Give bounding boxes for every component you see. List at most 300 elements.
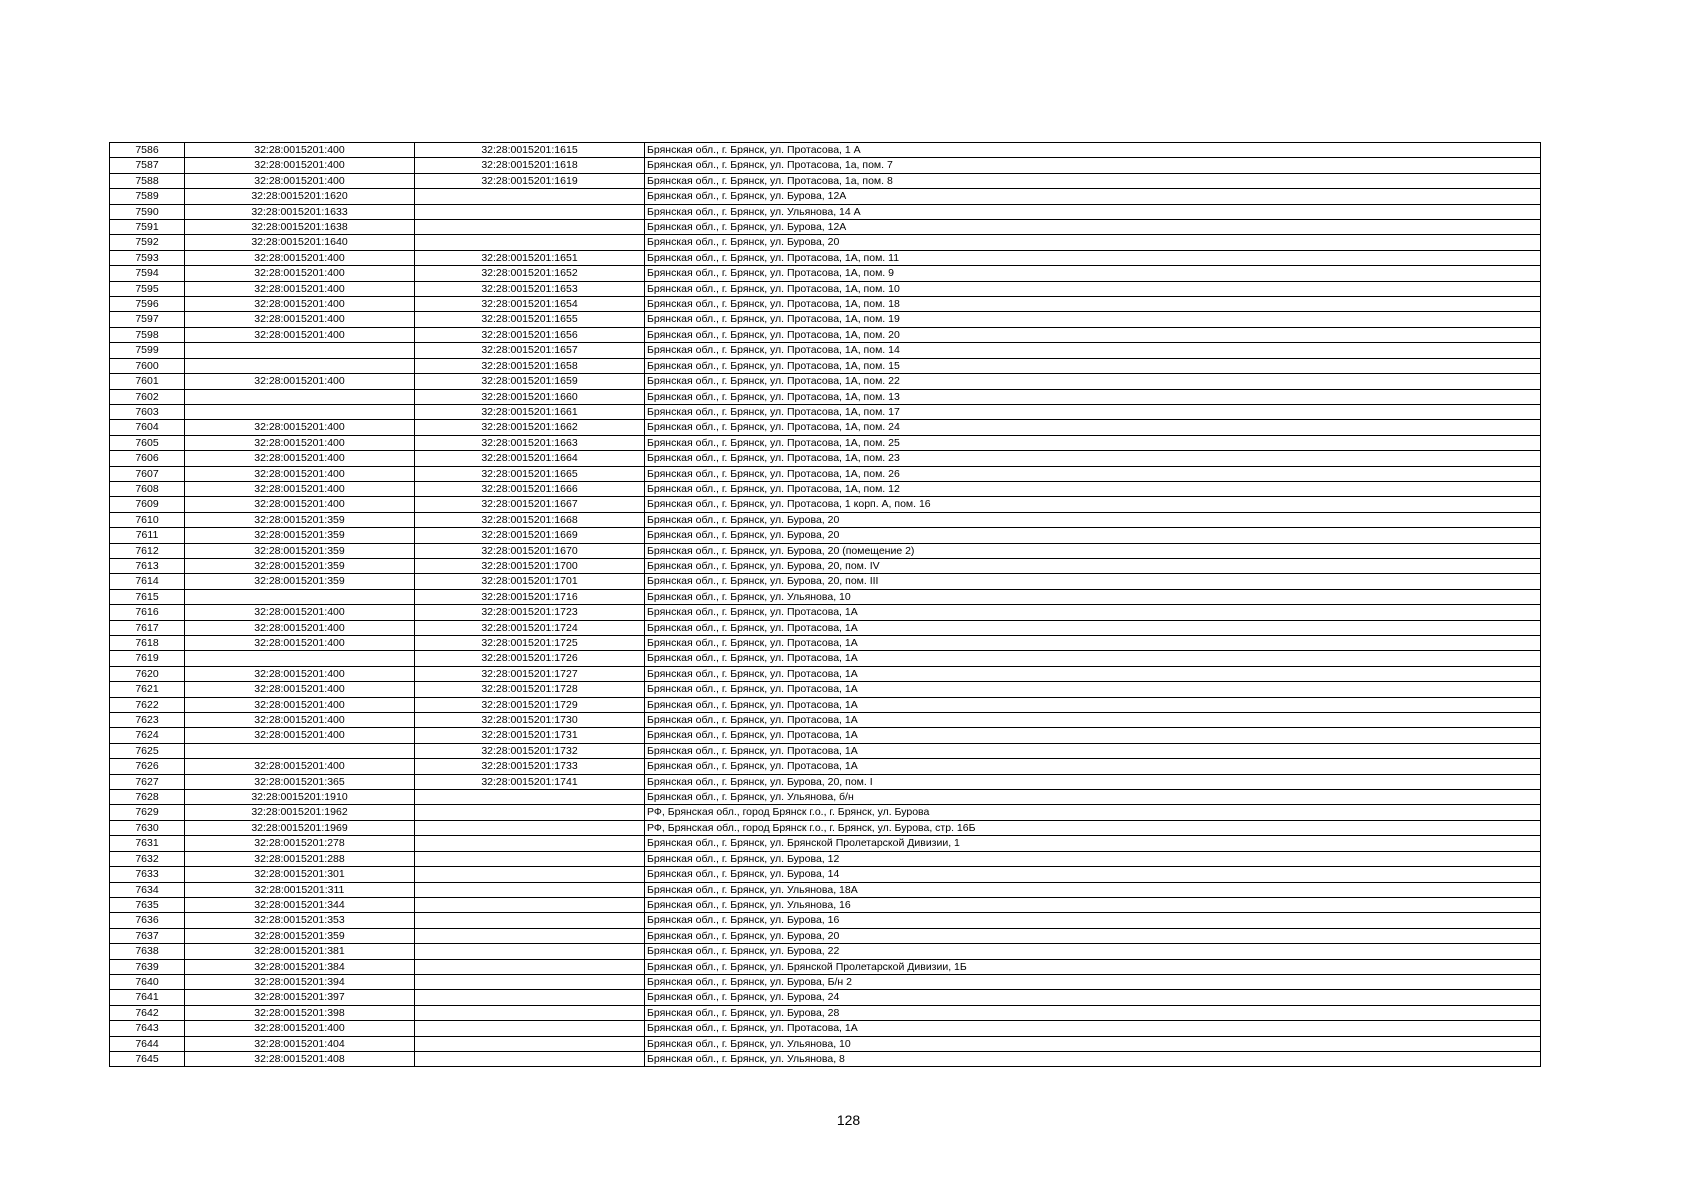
row-number-cell: 7588 bbox=[110, 173, 185, 188]
parent-cadastral-number-cell: 32:28:0015201:400 bbox=[185, 143, 415, 158]
address-cell: Брянская обл., г. Брянск, ул. Ульянова, 18А bbox=[645, 882, 1541, 897]
parent-cadastral-number-cell: 32:28:0015201:400 bbox=[185, 466, 415, 481]
cadastral-number-cell: 32:28:0015201:1731 bbox=[415, 728, 645, 743]
parent-cadastral-number-cell: 32:28:0015201:400 bbox=[185, 374, 415, 389]
cadastral-number-cell bbox=[415, 820, 645, 835]
parent-cadastral-number-cell: 32:28:0015201:400 bbox=[185, 697, 415, 712]
parent-cadastral-number-cell: 32:28:0015201:400 bbox=[185, 158, 415, 173]
parent-cadastral-number-cell: 32:28:0015201:278 bbox=[185, 836, 415, 851]
parent-cadastral-number-cell: 32:28:0015201:359 bbox=[185, 528, 415, 543]
table-row bbox=[110, 358, 1541, 373]
row-number-cell: 7596 bbox=[110, 297, 185, 312]
row-number-cell: 7597 bbox=[110, 312, 185, 327]
parent-cadastral-number-cell: 32:28:0015201:359 bbox=[185, 512, 415, 527]
row-number-cell: 7639 bbox=[110, 959, 185, 974]
table-row bbox=[110, 651, 1541, 666]
address-cell: Брянская обл., г. Брянск, ул. Бурова, 22 bbox=[645, 944, 1541, 959]
table-row bbox=[110, 974, 1541, 989]
table-row bbox=[110, 512, 1541, 527]
cadastral-number-cell bbox=[415, 204, 645, 219]
address-cell: Брянская обл., г. Брянск, ул. Бурова, 12А bbox=[645, 220, 1541, 235]
parent-cadastral-number-cell: 32:28:0015201:1640 bbox=[185, 235, 415, 250]
row-number-cell: 7628 bbox=[110, 790, 185, 805]
parent-cadastral-number-cell: 32:28:0015201:1620 bbox=[185, 189, 415, 204]
cadastral-number-cell: 32:28:0015201:1725 bbox=[415, 636, 645, 651]
cadastral-number-cell bbox=[415, 790, 645, 805]
cadastral-number-cell: 32:28:0015201:1652 bbox=[415, 266, 645, 281]
row-number-cell: 7606 bbox=[110, 451, 185, 466]
row-number-cell: 7622 bbox=[110, 697, 185, 712]
parent-cadastral-number-cell: 32:28:0015201:344 bbox=[185, 897, 415, 912]
table-row bbox=[110, 867, 1541, 882]
table-row bbox=[110, 1051, 1541, 1066]
parent-cadastral-number-cell: 32:28:0015201:408 bbox=[185, 1051, 415, 1066]
row-number-cell: 7601 bbox=[110, 374, 185, 389]
row-number-cell: 7625 bbox=[110, 743, 185, 758]
parent-cadastral-number-cell: 32:28:0015201:1910 bbox=[185, 790, 415, 805]
row-number-cell: 7612 bbox=[110, 543, 185, 558]
row-number-cell: 7645 bbox=[110, 1051, 185, 1066]
row-number-cell: 7638 bbox=[110, 944, 185, 959]
parent-cadastral-number-cell: 32:28:0015201:1638 bbox=[185, 220, 415, 235]
cadastral-number-cell: 32:28:0015201:1661 bbox=[415, 404, 645, 419]
parent-cadastral-number-cell: 32:28:0015201:397 bbox=[185, 990, 415, 1005]
row-number-cell: 7605 bbox=[110, 435, 185, 450]
table-row bbox=[110, 959, 1541, 974]
parent-cadastral-number-cell: 32:28:0015201:404 bbox=[185, 1036, 415, 1051]
row-number-cell: 7631 bbox=[110, 836, 185, 851]
row-number-cell: 7586 bbox=[110, 143, 185, 158]
table-row bbox=[110, 682, 1541, 697]
cadastral-number-cell bbox=[415, 1005, 645, 1020]
address-cell: Брянская обл., г. Брянск, ул. Протасова, 1А bbox=[645, 728, 1541, 743]
cadastral-number-cell: 32:28:0015201:1701 bbox=[415, 574, 645, 589]
row-number-cell: 7602 bbox=[110, 389, 185, 404]
row-number-cell: 7616 bbox=[110, 605, 185, 620]
address-cell: Брянская обл., г. Брянск, ул. Бурова, 20 bbox=[645, 928, 1541, 943]
row-number-cell: 7590 bbox=[110, 204, 185, 219]
row-number-cell: 7630 bbox=[110, 820, 185, 835]
address-cell: Брянская обл., г. Брянск, ул. Бурова, 20 (помещение 2) bbox=[645, 543, 1541, 558]
row-number-cell: 7629 bbox=[110, 805, 185, 820]
table-row bbox=[110, 713, 1541, 728]
parent-cadastral-number-cell: 32:28:0015201:381 bbox=[185, 944, 415, 959]
address-cell: Брянская обл., г. Брянск, ул. Протасова, 1А bbox=[645, 651, 1541, 666]
cadastral-number-cell bbox=[415, 913, 645, 928]
cadastral-number-cell: 32:28:0015201:1664 bbox=[415, 451, 645, 466]
parent-cadastral-number-cell: 32:28:0015201:400 bbox=[185, 250, 415, 265]
address-cell: Брянская обл., г. Брянск, ул. Ульянова, 10 bbox=[645, 1036, 1541, 1051]
register-table-body bbox=[110, 143, 1541, 1067]
table-row bbox=[110, 266, 1541, 281]
parent-cadastral-number-cell: 32:28:0015201:400 bbox=[185, 497, 415, 512]
parent-cadastral-number-cell: 32:28:0015201:400 bbox=[185, 266, 415, 281]
parent-cadastral-number-cell: 32:28:0015201:400 bbox=[185, 666, 415, 681]
cadastral-number-cell: 32:28:0015201:1658 bbox=[415, 358, 645, 373]
row-number-cell: 7593 bbox=[110, 250, 185, 265]
table-row bbox=[110, 404, 1541, 419]
table-row bbox=[110, 297, 1541, 312]
address-cell: Брянская обл., г. Брянск, ул. Протасова, 1А bbox=[645, 759, 1541, 774]
cadastral-number-cell: 32:28:0015201:1665 bbox=[415, 466, 645, 481]
table-row bbox=[110, 913, 1541, 928]
address-cell: Брянская обл., г. Брянск, ул. Брянской Пролетарской Дивизии, 1 bbox=[645, 836, 1541, 851]
parent-cadastral-number-cell: 32:28:0015201:400 bbox=[185, 435, 415, 450]
address-cell: Брянская обл., г. Брянск, ул. Бурова, Б/н 2 bbox=[645, 974, 1541, 989]
table-row bbox=[110, 528, 1541, 543]
row-number-cell: 7594 bbox=[110, 266, 185, 281]
cadastral-number-cell: 32:28:0015201:1741 bbox=[415, 774, 645, 789]
cadastral-number-cell: 32:28:0015201:1700 bbox=[415, 558, 645, 573]
address-cell: Брянская обл., г. Брянск, ул. Протасова, 1А bbox=[645, 666, 1541, 681]
table-row bbox=[110, 250, 1541, 265]
address-cell: Брянская обл., г. Брянск, ул. Протасова, 1 А bbox=[645, 143, 1541, 158]
address-cell: Брянская обл., г. Брянск, ул. Протасова, 1А, пом. 25 bbox=[645, 435, 1541, 450]
parent-cadastral-number-cell: 32:28:0015201:359 bbox=[185, 558, 415, 573]
table-row bbox=[110, 1036, 1541, 1051]
parent-cadastral-number-cell: 32:28:0015201:353 bbox=[185, 913, 415, 928]
cadastral-number-cell bbox=[415, 1021, 645, 1036]
cadastral-number-cell bbox=[415, 1036, 645, 1051]
parent-cadastral-number-cell: 32:28:0015201:365 bbox=[185, 774, 415, 789]
cadastral-number-cell bbox=[415, 882, 645, 897]
parent-cadastral-number-cell: 32:28:0015201:400 bbox=[185, 173, 415, 188]
address-cell: Брянская обл., г. Брянск, ул. Протасова, 1А, пом. 18 bbox=[645, 297, 1541, 312]
table-row bbox=[110, 666, 1541, 681]
row-number-cell: 7603 bbox=[110, 404, 185, 419]
parent-cadastral-number-cell: 32:28:0015201:1962 bbox=[185, 805, 415, 820]
cadastral-number-cell: 32:28:0015201:1656 bbox=[415, 327, 645, 342]
parent-cadastral-number-cell: 32:28:0015201:400 bbox=[185, 297, 415, 312]
table-row bbox=[110, 420, 1541, 435]
row-number-cell: 7610 bbox=[110, 512, 185, 527]
address-cell: Брянская обл., г. Брянск, ул. Бурова, 12 bbox=[645, 851, 1541, 866]
row-number-cell: 7644 bbox=[110, 1036, 185, 1051]
address-cell: Брянская обл., г. Брянск, ул. Ульянова, 16 bbox=[645, 897, 1541, 912]
cadastral-number-cell: 32:28:0015201:1666 bbox=[415, 481, 645, 496]
address-cell: Брянская обл., г. Брянск, ул. Протасова, 1А, пом. 15 bbox=[645, 358, 1541, 373]
row-number-cell: 7635 bbox=[110, 897, 185, 912]
parent-cadastral-number-cell: 32:28:0015201:400 bbox=[185, 451, 415, 466]
row-number-cell: 7641 bbox=[110, 990, 185, 1005]
parent-cadastral-number-cell: 32:28:0015201:288 bbox=[185, 851, 415, 866]
parent-cadastral-number-cell: 32:28:0015201:400 bbox=[185, 605, 415, 620]
table-row bbox=[110, 790, 1541, 805]
cadastral-number-cell: 32:28:0015201:1732 bbox=[415, 743, 645, 758]
cadastral-number-cell bbox=[415, 959, 645, 974]
parent-cadastral-number-cell bbox=[185, 651, 415, 666]
address-cell: РФ, Брянская обл., город Брянск г.о., г. Брянск, ул. Бурова, стр. 16Б bbox=[645, 820, 1541, 835]
address-cell: Брянская обл., г. Брянск, ул. Ульянова, 14 А bbox=[645, 204, 1541, 219]
parent-cadastral-number-cell: 32:28:0015201:400 bbox=[185, 759, 415, 774]
parent-cadastral-number-cell: 32:28:0015201:400 bbox=[185, 1021, 415, 1036]
address-cell: Брянская обл., г. Брянск, ул. Протасова, 1А bbox=[645, 713, 1541, 728]
table-row bbox=[110, 990, 1541, 1005]
table-row bbox=[110, 774, 1541, 789]
address-cell: Брянская обл., г. Брянск, ул. Бурова, 20 bbox=[645, 512, 1541, 527]
row-number-cell: 7604 bbox=[110, 420, 185, 435]
row-number-cell: 7634 bbox=[110, 882, 185, 897]
parent-cadastral-number-cell: 32:28:0015201:394 bbox=[185, 974, 415, 989]
parent-cadastral-number-cell: 32:28:0015201:400 bbox=[185, 481, 415, 496]
address-cell: Брянская обл., г. Брянск, ул. Ульянова, 10 bbox=[645, 589, 1541, 604]
row-number-cell: 7614 bbox=[110, 574, 185, 589]
parent-cadastral-number-cell: 32:28:0015201:301 bbox=[185, 867, 415, 882]
row-number-cell: 7607 bbox=[110, 466, 185, 481]
cadastral-number-cell: 32:28:0015201:1615 bbox=[415, 143, 645, 158]
address-cell: Брянская обл., г. Брянск, ул. Протасова, 1А bbox=[645, 605, 1541, 620]
table-row bbox=[110, 143, 1541, 158]
cadastral-number-cell: 32:28:0015201:1716 bbox=[415, 589, 645, 604]
row-number-cell: 7640 bbox=[110, 974, 185, 989]
cadastral-number-cell bbox=[415, 189, 645, 204]
row-number-cell: 7611 bbox=[110, 528, 185, 543]
address-cell: Брянская обл., г. Брянск, ул. Протасова, 1А bbox=[645, 636, 1541, 651]
cadastral-number-cell: 32:28:0015201:1733 bbox=[415, 759, 645, 774]
table-row bbox=[110, 451, 1541, 466]
row-number-cell: 7633 bbox=[110, 867, 185, 882]
table-row bbox=[110, 543, 1541, 558]
row-number-cell: 7587 bbox=[110, 158, 185, 173]
row-number-cell: 7632 bbox=[110, 851, 185, 866]
parent-cadastral-number-cell: 32:28:0015201:400 bbox=[185, 713, 415, 728]
address-cell: Брянская обл., г. Брянск, ул. Протасова, 1А, пом. 17 bbox=[645, 404, 1541, 419]
table-row bbox=[110, 759, 1541, 774]
parent-cadastral-number-cell bbox=[185, 389, 415, 404]
parent-cadastral-number-cell bbox=[185, 358, 415, 373]
cadastral-number-cell: 32:28:0015201:1726 bbox=[415, 651, 645, 666]
row-number-cell: 7623 bbox=[110, 713, 185, 728]
cadastral-number-cell: 32:28:0015201:1618 bbox=[415, 158, 645, 173]
address-cell: Брянская обл., г. Брянск, ул. Протасова, 1А, пом. 10 bbox=[645, 281, 1541, 296]
cadastral-number-cell: 32:28:0015201:1663 bbox=[415, 435, 645, 450]
table-row bbox=[110, 574, 1541, 589]
row-number-cell: 7592 bbox=[110, 235, 185, 250]
table-row bbox=[110, 1021, 1541, 1036]
address-cell: Брянская обл., г. Брянск, ул. Бурова, 16 bbox=[645, 913, 1541, 928]
cadastral-number-cell: 32:28:0015201:1651 bbox=[415, 250, 645, 265]
parent-cadastral-number-cell bbox=[185, 343, 415, 358]
table-row bbox=[110, 327, 1541, 342]
cadastral-number-cell: 32:28:0015201:1728 bbox=[415, 682, 645, 697]
row-number-cell: 7637 bbox=[110, 928, 185, 943]
address-cell: Брянская обл., г. Брянск, ул. Бурова, 12А bbox=[645, 189, 1541, 204]
table-row bbox=[110, 481, 1541, 496]
address-cell: Брянская обл., г. Брянск, ул. Протасова, 1А, пом. 13 bbox=[645, 389, 1541, 404]
cadastral-number-cell: 32:28:0015201:1653 bbox=[415, 281, 645, 296]
table-row bbox=[110, 497, 1541, 512]
cadastral-number-cell bbox=[415, 897, 645, 912]
parent-cadastral-number-cell: 32:28:0015201:1969 bbox=[185, 820, 415, 835]
address-cell: Брянская обл., г. Брянск, ул. Протасова, 1А, пом. 24 bbox=[645, 420, 1541, 435]
parent-cadastral-number-cell: 32:28:0015201:400 bbox=[185, 312, 415, 327]
parent-cadastral-number-cell: 32:28:0015201:359 bbox=[185, 928, 415, 943]
row-number-cell: 7599 bbox=[110, 343, 185, 358]
table-row bbox=[110, 944, 1541, 959]
table-row bbox=[110, 220, 1541, 235]
row-number-cell: 7621 bbox=[110, 682, 185, 697]
address-cell: Брянская обл., г. Брянск, ул. Протасова, 1а, пом. 8 bbox=[645, 173, 1541, 188]
parent-cadastral-number-cell: 32:28:0015201:384 bbox=[185, 959, 415, 974]
cadastral-number-cell bbox=[415, 235, 645, 250]
parent-cadastral-number-cell: 32:28:0015201:400 bbox=[185, 682, 415, 697]
parent-cadastral-number-cell bbox=[185, 404, 415, 419]
cadastral-number-cell bbox=[415, 805, 645, 820]
address-cell: Брянская обл., г. Брянск, ул. Протасова, 1А, пом. 23 bbox=[645, 451, 1541, 466]
cadastral-number-cell: 32:28:0015201:1668 bbox=[415, 512, 645, 527]
parent-cadastral-number-cell: 32:28:0015201:359 bbox=[185, 543, 415, 558]
address-cell: Брянская обл., г. Брянск, ул. Бурова, 20, пом. IV bbox=[645, 558, 1541, 573]
address-cell: Брянская обл., г. Брянск, ул. Брянской Пролетарской Дивизии, 1Б bbox=[645, 959, 1541, 974]
table-row bbox=[110, 882, 1541, 897]
parent-cadastral-number-cell: 32:28:0015201:1633 bbox=[185, 204, 415, 219]
table-row bbox=[110, 558, 1541, 573]
cadastral-number-cell bbox=[415, 974, 645, 989]
row-number-cell: 7589 bbox=[110, 189, 185, 204]
address-cell: Брянская обл., г. Брянск, ул. Бурова, 20 bbox=[645, 528, 1541, 543]
address-cell: Брянская обл., г. Брянск, ул. Протасова, 1А, пом. 9 bbox=[645, 266, 1541, 281]
cadastral-number-cell: 32:28:0015201:1662 bbox=[415, 420, 645, 435]
address-cell: Брянская обл., г. Брянск, ул. Протасова, 1А, пом. 14 bbox=[645, 343, 1541, 358]
address-cell: Брянская обл., г. Брянск, ул. Протасова, 1А, пом. 26 bbox=[645, 466, 1541, 481]
cadastral-number-cell: 32:28:0015201:1655 bbox=[415, 312, 645, 327]
row-number-cell: 7615 bbox=[110, 589, 185, 604]
address-cell: Брянская обл., г. Брянск, ул. Бурова, 24 bbox=[645, 990, 1541, 1005]
parent-cadastral-number-cell: 32:28:0015201:400 bbox=[185, 420, 415, 435]
table-row bbox=[110, 743, 1541, 758]
page-number: 128 bbox=[836, 1112, 861, 1128]
row-number-cell: 7595 bbox=[110, 281, 185, 296]
cadastral-number-cell: 32:28:0015201:1723 bbox=[415, 605, 645, 620]
cadastral-number-cell: 32:28:0015201:1730 bbox=[415, 713, 645, 728]
row-number-cell: 7620 bbox=[110, 666, 185, 681]
table-row bbox=[110, 312, 1541, 327]
table-row bbox=[110, 235, 1541, 250]
address-cell: Брянская обл., г. Брянск, ул. Протасова, 1 корп. А, пом. 16 bbox=[645, 497, 1541, 512]
row-number-cell: 7617 bbox=[110, 620, 185, 635]
row-number-cell: 7627 bbox=[110, 774, 185, 789]
cadastral-number-cell: 32:28:0015201:1660 bbox=[415, 389, 645, 404]
table-row bbox=[110, 435, 1541, 450]
cadastral-number-cell: 32:28:0015201:1727 bbox=[415, 666, 645, 681]
cadastral-number-cell: 32:28:0015201:1670 bbox=[415, 543, 645, 558]
cadastral-number-cell bbox=[415, 1051, 645, 1066]
address-cell: Брянская обл., г. Брянск, ул. Протасова, 1А bbox=[645, 697, 1541, 712]
address-cell: Брянская обл., г. Брянск, ул. Протасова, 1А, пом. 11 bbox=[645, 250, 1541, 265]
address-cell: Брянская обл., г. Брянск, ул. Протасова, 1А, пом. 12 bbox=[645, 481, 1541, 496]
table-row bbox=[110, 697, 1541, 712]
parent-cadastral-number-cell: 32:28:0015201:398 bbox=[185, 1005, 415, 1020]
table-row bbox=[110, 374, 1541, 389]
parent-cadastral-number-cell: 32:28:0015201:400 bbox=[185, 728, 415, 743]
table-row bbox=[110, 189, 1541, 204]
parent-cadastral-number-cell: 32:28:0015201:359 bbox=[185, 574, 415, 589]
parent-cadastral-number-cell: 32:28:0015201:400 bbox=[185, 620, 415, 635]
address-cell: Брянская обл., г. Брянск, ул. Бурова, 20 bbox=[645, 235, 1541, 250]
address-cell: Брянская обл., г. Брянск, ул. Протасова, 1А bbox=[645, 620, 1541, 635]
row-number-cell: 7598 bbox=[110, 327, 185, 342]
table-row bbox=[110, 1005, 1541, 1020]
address-cell: Брянская обл., г. Брянск, ул. Бурова, 20, пом. III bbox=[645, 574, 1541, 589]
address-cell: Брянская обл., г. Брянск, ул. Протасова, 1А bbox=[645, 682, 1541, 697]
cadastral-number-cell: 32:28:0015201:1654 bbox=[415, 297, 645, 312]
cadastral-number-cell bbox=[415, 944, 645, 959]
cadastral-number-cell: 32:28:0015201:1667 bbox=[415, 497, 645, 512]
parent-cadastral-number-cell: 32:28:0015201:400 bbox=[185, 281, 415, 296]
table-row bbox=[110, 928, 1541, 943]
address-cell: Брянская обл., г. Брянск, ул. Протасова, 1А, пом. 22 bbox=[645, 374, 1541, 389]
address-cell: Брянская обл., г. Брянск, ул. Протасова, 1А bbox=[645, 1021, 1541, 1036]
cadastral-number-cell bbox=[415, 851, 645, 866]
row-number-cell: 7600 bbox=[110, 358, 185, 373]
table-row bbox=[110, 389, 1541, 404]
table-row bbox=[110, 820, 1541, 835]
table-row bbox=[110, 728, 1541, 743]
parent-cadastral-number-cell: 32:28:0015201:400 bbox=[185, 636, 415, 651]
table-row bbox=[110, 836, 1541, 851]
table-row bbox=[110, 897, 1541, 912]
table-row bbox=[110, 851, 1541, 866]
table-row bbox=[110, 343, 1541, 358]
table-row bbox=[110, 281, 1541, 296]
row-number-cell: 7609 bbox=[110, 497, 185, 512]
table-row bbox=[110, 466, 1541, 481]
table-row bbox=[110, 158, 1541, 173]
table-row bbox=[110, 636, 1541, 651]
cadastral-number-cell: 32:28:0015201:1669 bbox=[415, 528, 645, 543]
address-cell: Брянская обл., г. Брянск, ул. Ульянова, б/н bbox=[645, 790, 1541, 805]
address-cell: РФ, Брянская обл., город Брянск г.о., г. Брянск, ул. Бурова bbox=[645, 805, 1541, 820]
row-number-cell: 7619 bbox=[110, 651, 185, 666]
row-number-cell: 7618 bbox=[110, 636, 185, 651]
table-row bbox=[110, 204, 1541, 219]
cadastral-number-cell: 32:28:0015201:1657 bbox=[415, 343, 645, 358]
table-row bbox=[110, 605, 1541, 620]
address-cell: Брянская обл., г. Брянск, ул. Бурова, 14 bbox=[645, 867, 1541, 882]
table-row bbox=[110, 173, 1541, 188]
row-number-cell: 7642 bbox=[110, 1005, 185, 1020]
address-cell: Брянская обл., г. Брянск, ул. Ульянова, 8 bbox=[645, 1051, 1541, 1066]
parent-cadastral-number-cell: 32:28:0015201:311 bbox=[185, 882, 415, 897]
address-cell: Брянская обл., г. Брянск, ул. Протасова, 1А bbox=[645, 743, 1541, 758]
table-row bbox=[110, 589, 1541, 604]
cadastral-number-cell bbox=[415, 867, 645, 882]
table-row bbox=[110, 620, 1541, 635]
row-number-cell: 7624 bbox=[110, 728, 185, 743]
cadastral-number-cell bbox=[415, 836, 645, 851]
cadastral-number-cell: 32:28:0015201:1659 bbox=[415, 374, 645, 389]
cadastral-register-table bbox=[109, 142, 1541, 1067]
address-cell: Брянская обл., г. Брянск, ул. Протасова, 1А, пом. 19 bbox=[645, 312, 1541, 327]
row-number-cell: 7613 bbox=[110, 558, 185, 573]
row-number-cell: 7608 bbox=[110, 481, 185, 496]
address-cell: Брянская обл., г. Брянск, ул. Бурова, 28 bbox=[645, 1005, 1541, 1020]
cadastral-number-cell bbox=[415, 928, 645, 943]
cadastral-number-cell: 32:28:0015201:1619 bbox=[415, 173, 645, 188]
address-cell: Брянская обл., г. Брянск, ул. Протасова, 1а, пом. 7 bbox=[645, 158, 1541, 173]
cadastral-number-cell: 32:28:0015201:1724 bbox=[415, 620, 645, 635]
cadastral-number-cell: 32:28:0015201:1729 bbox=[415, 697, 645, 712]
row-number-cell: 7591 bbox=[110, 220, 185, 235]
row-number-cell: 7626 bbox=[110, 759, 185, 774]
address-cell: Брянская обл., г. Брянск, ул. Протасова, 1А, пом. 20 bbox=[645, 327, 1541, 342]
table-row bbox=[110, 805, 1541, 820]
address-cell: Брянская обл., г. Брянск, ул. Бурова, 20, пом. I bbox=[645, 774, 1541, 789]
row-number-cell: 7643 bbox=[110, 1021, 185, 1036]
cadastral-number-cell bbox=[415, 990, 645, 1005]
parent-cadastral-number-cell: 32:28:0015201:400 bbox=[185, 327, 415, 342]
row-number-cell: 7636 bbox=[110, 913, 185, 928]
